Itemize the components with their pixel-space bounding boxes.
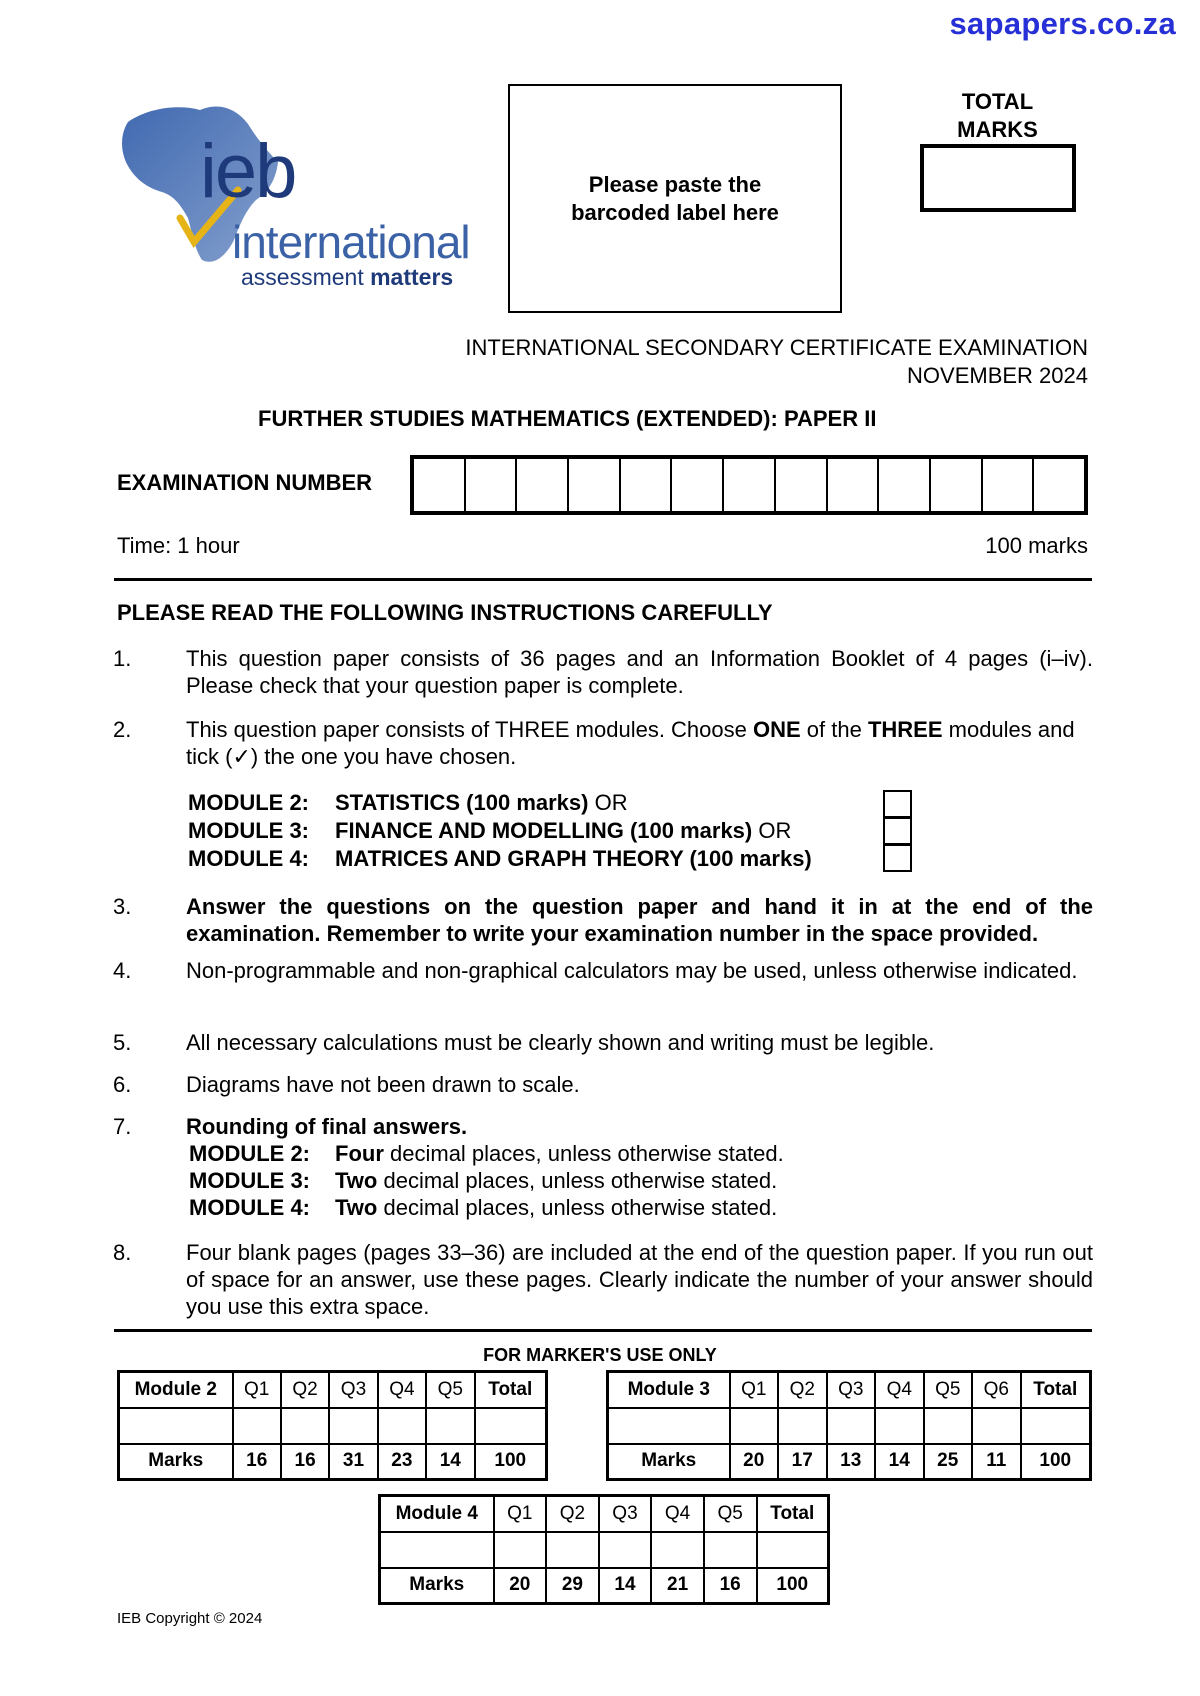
table-row	[119, 1444, 547, 1480]
exam-number-cell[interactable]	[464, 459, 516, 511]
table-cell: 25	[924, 1444, 973, 1480]
rounding-row	[189, 1167, 1093, 1194]
module-2-marks-table	[117, 1370, 548, 1481]
table-cell: Q1	[233, 1372, 281, 1408]
rounding-module: MODULE 4:	[189, 1195, 310, 1220]
rounding-places: Two	[335, 1168, 378, 1193]
table-cell: 16	[704, 1568, 757, 1604]
instruction-6	[113, 1071, 1093, 1098]
table-cell[interactable]	[778, 1408, 827, 1444]
module-label: MODULE 4:	[188, 846, 309, 871]
table-cell: 14	[599, 1568, 652, 1604]
exam-number-cell[interactable]	[619, 459, 671, 511]
text-part: modules and tick (✓) the one you have chosen.	[186, 717, 1075, 769]
module-4-tickbox[interactable]	[883, 844, 912, 872]
table-cell: Q2	[778, 1372, 827, 1408]
instruction-text: All necessary calculations must be clearly shown and writing must be legible.	[186, 1030, 935, 1055]
exam-number-cell[interactable]	[774, 459, 826, 511]
tagline-part-2: matters	[370, 264, 454, 290]
exam-header	[465, 334, 1088, 390]
instructions-heading: PLEASE READ THE FOLLOWING INSTRUCTIONS CAREFULLY	[117, 600, 773, 625]
table-cell[interactable]	[730, 1408, 779, 1444]
table-cell: 31	[329, 1444, 377, 1480]
instruction-4	[113, 957, 1093, 984]
rounding-module: MODULE 3:	[189, 1168, 310, 1193]
table-cell[interactable]	[704, 1532, 757, 1568]
tagline-part-1: assessment	[241, 264, 364, 290]
table-cell[interactable]	[827, 1408, 876, 1444]
table-cell: Q2	[281, 1372, 329, 1408]
barcode-label-box	[508, 84, 842, 313]
rounding-row	[189, 1140, 1093, 1167]
total-marks-text: 100 marks	[985, 533, 1088, 558]
exam-number-cell[interactable]	[567, 459, 619, 511]
table-cell[interactable]	[119, 1408, 233, 1444]
exam-number-cell[interactable]	[515, 459, 567, 511]
exam-number-cell[interactable]	[722, 459, 774, 511]
instruction-number: 1.	[113, 646, 132, 671]
exam-number-cell[interactable]	[414, 459, 464, 511]
rounding-module: MODULE 2:	[189, 1141, 310, 1166]
table-row	[380, 1496, 829, 1532]
instruction-7	[113, 1113, 1093, 1221]
instruction-8	[113, 1239, 1093, 1320]
table-cell[interactable]	[380, 1532, 494, 1568]
instruction-text: This question paper consists of 36 pages and an Information Booklet of 4 pages (i–iv). Please check that your question paper is complete.	[186, 646, 1093, 698]
instruction-1	[113, 645, 1093, 699]
module-option	[188, 789, 812, 817]
table-cell: Q5	[924, 1372, 973, 1408]
table-row	[380, 1568, 829, 1604]
table-cell[interactable]	[378, 1408, 426, 1444]
module-name: STATISTICS (100 marks)	[335, 790, 589, 815]
text-bold: THREE	[867, 717, 943, 742]
instruction-number: 7.	[113, 1114, 132, 1139]
table-cell: Q3	[827, 1372, 876, 1408]
table-cell[interactable]	[924, 1408, 973, 1444]
table-cell: 11	[972, 1444, 1021, 1480]
instruction-3	[113, 893, 1093, 947]
module-name: FINANCE AND MODELLING (100 marks)	[335, 818, 753, 843]
table-cell: Q1	[730, 1372, 779, 1408]
table-cell: Total	[475, 1372, 547, 1408]
exam-number-cell[interactable]	[981, 459, 1033, 511]
table-cell: 20	[730, 1444, 779, 1480]
rounding-text: decimal places, unless otherwise stated.	[383, 1141, 784, 1166]
exam-number-grid[interactable]	[410, 455, 1088, 515]
divider	[114, 578, 1092, 581]
exam-number-cell[interactable]	[1032, 459, 1084, 511]
module-4-marks-table	[378, 1494, 830, 1605]
instruction-number: 3.	[113, 894, 132, 919]
table-cell: Q3	[599, 1496, 652, 1532]
table-cell[interactable]	[329, 1408, 377, 1444]
instruction-2	[113, 716, 1093, 770]
table-cell[interactable]	[1021, 1408, 1091, 1444]
module-2-tickbox[interactable]	[883, 790, 912, 818]
instruction-text	[186, 1113, 1093, 1221]
text-part: This question paper consists of THREE modules. Choose	[186, 717, 753, 742]
table-cell: 21	[651, 1568, 704, 1604]
table-cell: 14	[875, 1444, 924, 1480]
table-row	[380, 1532, 829, 1568]
table-cell[interactable]	[599, 1532, 652, 1568]
table-cell: 20	[494, 1568, 547, 1604]
exam-title: INTERNATIONAL SECONDARY CERTIFICATE EXAMINATION	[465, 335, 1088, 360]
table-cell[interactable]	[608, 1408, 730, 1444]
instruction-text: Non-programmable and non-graphical calculators may be used, unless otherwise indicated.	[186, 958, 1078, 983]
instruction-number: 2.	[113, 717, 132, 742]
module-label: MODULE 2:	[188, 790, 309, 815]
module-name: MATRICES AND GRAPH THEORY (100 marks)	[335, 846, 812, 871]
module-label: MODULE 3:	[188, 818, 309, 843]
instruction-text: Answer the questions on the question paper and hand it in at the end of the examination. Remember to write your examination number in the space provided.	[186, 894, 1093, 946]
logo-word-ieb: ieb	[200, 129, 296, 214]
module-option	[188, 845, 812, 873]
module-suffix: OR	[588, 790, 628, 815]
table-row	[608, 1372, 1091, 1408]
table-cell: 14	[426, 1444, 474, 1480]
total-marks-box[interactable]	[920, 144, 1076, 212]
instruction-number: 4.	[113, 958, 132, 983]
table-cell[interactable]	[281, 1408, 329, 1444]
table-cell[interactable]	[651, 1532, 704, 1568]
module-options	[188, 789, 812, 873]
instruction-number: 6.	[113, 1072, 132, 1097]
table-cell: Q4	[875, 1372, 924, 1408]
table-cell[interactable]	[546, 1532, 599, 1568]
copyright: IEB Copyright © 2024	[117, 1610, 263, 1627]
markers-heading: FOR MARKER'S USE ONLY	[483, 1345, 717, 1365]
table-cell: Total	[757, 1496, 829, 1532]
table-cell: 100	[1021, 1444, 1091, 1480]
table-cell: 17	[778, 1444, 827, 1480]
table-cell: Q5	[426, 1372, 474, 1408]
rounding-text: decimal places, unless otherwise stated.	[377, 1195, 778, 1220]
text-bold: ONE	[752, 717, 801, 742]
logo-tagline	[241, 264, 453, 291]
table-cell: 29	[546, 1568, 599, 1604]
table-cell: Q1	[494, 1496, 547, 1532]
table-cell[interactable]	[233, 1408, 281, 1444]
exam-number-cell[interactable]	[929, 459, 981, 511]
module-3-tickbox[interactable]	[883, 817, 912, 845]
table-row	[608, 1444, 1091, 1480]
table-cell[interactable]	[757, 1532, 829, 1568]
module-suffix: OR	[752, 818, 792, 843]
table-cell: Q4	[651, 1496, 704, 1532]
instruction-number: 8.	[113, 1240, 132, 1265]
table-cell: Q2	[546, 1496, 599, 1532]
table-cell: 100	[757, 1568, 829, 1604]
instruction-text: Diagrams have not been drawn to scale.	[186, 1072, 580, 1097]
module-option	[188, 817, 812, 845]
instruction-text: Four blank pages (pages 33–36) are included at the end of the question paper. If you run out of space for an answer, use these pages. Clearly indicate the number of your answer should you use this extra space.	[186, 1240, 1093, 1319]
module-3-marks-table	[606, 1370, 1092, 1481]
table-cell: Module 4	[380, 1496, 494, 1532]
rounding-row	[189, 1194, 1093, 1221]
table-cell: Module 2	[119, 1372, 233, 1408]
table-cell: 23	[378, 1444, 426, 1480]
table-cell[interactable]	[475, 1408, 547, 1444]
instruction-5	[113, 1029, 1093, 1056]
exam-number-label: EXAMINATION NUMBER	[117, 470, 373, 495]
table-row	[119, 1408, 547, 1444]
table-row	[608, 1408, 1091, 1444]
exam-date: NOVEMBER 2024	[907, 363, 1088, 388]
watermark-link[interactable]: sapapers.co.za	[949, 6, 1176, 41]
table-cell: 13	[827, 1444, 876, 1480]
exam-number-cell[interactable]	[826, 459, 878, 511]
time-allowed: Time: 1 hour	[117, 533, 240, 558]
table-cell: Module 3	[608, 1372, 730, 1408]
instruction-text	[186, 716, 1093, 770]
text-part: of the	[800, 717, 868, 742]
table-cell: Q5	[704, 1496, 757, 1532]
table-cell: Marks	[380, 1568, 494, 1604]
total-marks-label: TOTAL MARKS	[957, 89, 1038, 142]
table-row	[119, 1372, 547, 1408]
table-cell: Marks	[608, 1444, 730, 1480]
rounding-places: Four	[335, 1141, 384, 1166]
table-cell[interactable]	[875, 1408, 924, 1444]
table-cell[interactable]	[494, 1532, 547, 1568]
table-cell: Total	[1021, 1372, 1091, 1408]
exam-number-cell[interactable]	[670, 459, 722, 511]
instruction-number: 5.	[113, 1030, 132, 1055]
table-cell[interactable]	[426, 1408, 474, 1444]
rounding-places: Two	[335, 1195, 378, 1220]
barcode-label-text: Please paste the barcoded label here	[571, 171, 779, 225]
table-cell: 16	[233, 1444, 281, 1480]
table-cell: Marks	[119, 1444, 233, 1480]
exam-number-cell[interactable]	[877, 459, 929, 511]
logo-word-international: international	[232, 216, 470, 268]
table-cell: Q3	[329, 1372, 377, 1408]
subject-title: FURTHER STUDIES MATHEMATICS (EXTENDED): PAPER II	[258, 406, 877, 431]
rounding-heading: Rounding of final answers.	[186, 1114, 468, 1139]
table-cell: Q6	[972, 1372, 1021, 1408]
divider	[114, 1329, 1092, 1332]
table-cell[interactable]	[972, 1408, 1021, 1444]
table-cell: Q4	[378, 1372, 426, 1408]
table-cell: 16	[281, 1444, 329, 1480]
rounding-text: decimal places, unless otherwise stated.	[377, 1168, 778, 1193]
table-cell: 100	[475, 1444, 547, 1480]
